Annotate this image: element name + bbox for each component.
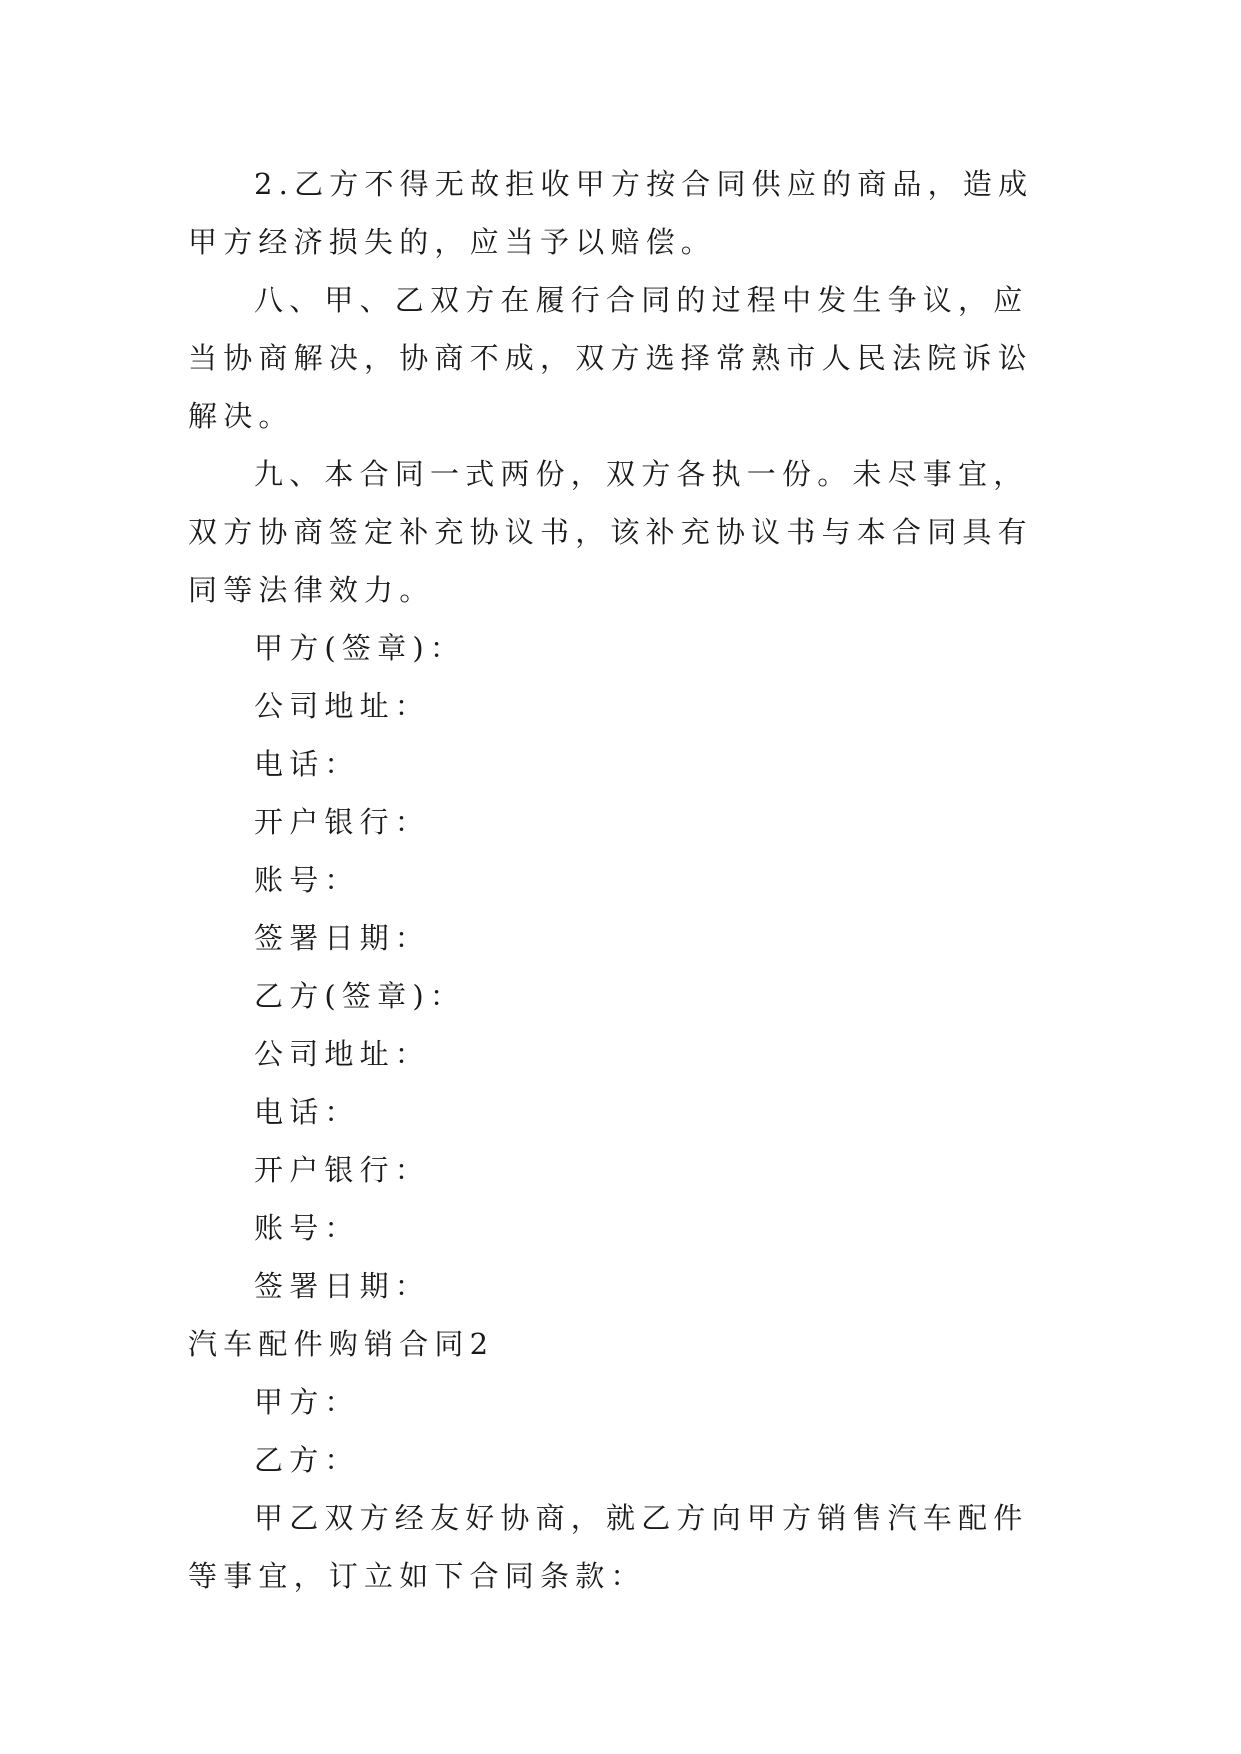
party-b-bank-label: 开户银行： <box>254 1153 431 1187</box>
party-a-phone-label: 电话： <box>254 747 360 781</box>
party-a-address-label: 公司地址： <box>254 689 431 723</box>
party-b-address-label: 公司地址： <box>254 1037 431 1071</box>
contract-2-title: 汽车配件购销合同2 <box>188 1327 495 1361</box>
party-b-sign-date-label: 签署日期： <box>254 1269 431 1303</box>
party-a-bank-label: 开户银行： <box>254 805 431 839</box>
clause-7-2-paragraph: 2.乙方不得无故拒收甲方按合同供应的商品，造成甲方经济损失的，应当予以赔偿。 <box>188 167 1034 259</box>
party-a-account-label: 账号： <box>254 863 360 897</box>
party-b-phone-label: 电话： <box>254 1095 360 1129</box>
clause-9-copies-paragraph: 九、本合同一式两份，双方各执一份。未尽事宜，双方协商签定补充协议书，该补充协议书与本合同具有同等法律效力。 <box>188 457 1033 607</box>
clause-8-dispute-paragraph: 八、甲、乙双方在履行合同的过程中发生争议，应当协商解决，协商不成，双方选择常熟市人民法院诉讼解决。 <box>188 283 1033 433</box>
contract-2-preamble-paragraph: 甲乙双方经友好协商，就乙方向甲方销售汽车配件等事宜，订立如下合同条款： <box>188 1501 1029 1593</box>
contract-2-party-b-label: 乙方： <box>254 1443 360 1477</box>
contract-2-party-a-label: 甲方： <box>254 1385 360 1419</box>
party-b-signature-label: 乙方(签章)： <box>254 979 466 1013</box>
party-b-account-label: 账号： <box>254 1211 360 1245</box>
party-a-signature-label: 甲方(签章)： <box>254 631 466 665</box>
party-a-sign-date-label: 签署日期： <box>254 921 431 955</box>
document-body <box>188 155 1054 1605</box>
